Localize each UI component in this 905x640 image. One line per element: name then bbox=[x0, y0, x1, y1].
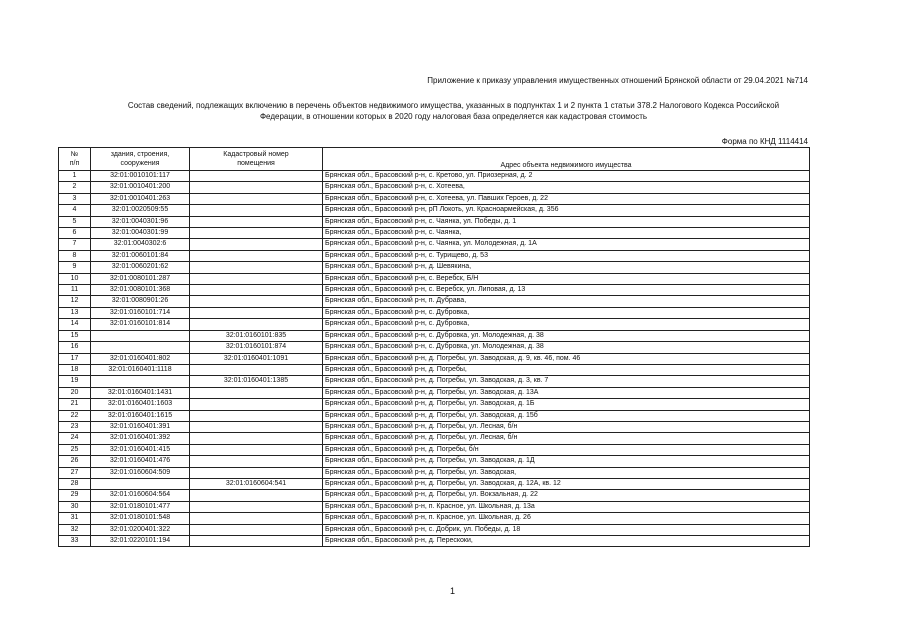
table-row bbox=[59, 410, 810, 421]
building-cadastral-number: 32:01:0080101:368 bbox=[91, 285, 190, 296]
object-address: Брянская обл., Брасовский р-н, д. Шевякина, bbox=[323, 262, 810, 273]
object-address: Брянская обл., Брасовский р-н, д. Погребы, ул. Заводская, д. 15б bbox=[323, 410, 810, 421]
row-number: 27 bbox=[59, 467, 91, 478]
building-cadastral-number: 32:01:0160401:802 bbox=[91, 353, 190, 364]
row-number: 20 bbox=[59, 387, 91, 398]
object-address: Брянская обл., Брасовский р-н, с. Веребск, Б/Н bbox=[323, 273, 810, 284]
table-row bbox=[59, 228, 810, 239]
table-row bbox=[59, 524, 810, 535]
object-address: Брянская обл., Брасовский р-н, п. Красное, ул. Школьная, д. 13а bbox=[323, 501, 810, 512]
building-cadastral-number: 32:01:0160604:564 bbox=[91, 490, 190, 501]
table-row bbox=[59, 171, 810, 182]
building-cadastral-number: 32:01:0060101:84 bbox=[91, 250, 190, 261]
room-cadastral-number: 32:01:0160101:835 bbox=[190, 330, 323, 341]
object-address: Брянская обл., Брасовский р-н, д. Погребы, ул. Заводская, д. 9, кв. 46, пом. 46 bbox=[323, 353, 810, 364]
object-address: Брянская обл., Брасовский р-н, д. Погребы, ул. Вокзальная, д. 22 bbox=[323, 490, 810, 501]
object-address: Брянская обл., Брасовский р-н, с. Чаянка, ул. Победы, д. 1 bbox=[323, 216, 810, 227]
property-table bbox=[58, 147, 810, 547]
table-row bbox=[59, 273, 810, 284]
table-row bbox=[59, 193, 810, 204]
header-address: Адрес объекта недвижимого имущества bbox=[323, 148, 810, 171]
row-number: 12 bbox=[59, 296, 91, 307]
object-address: Брянская обл., Брасовский р-н, д. Погребы, ул. Заводская, д. 13А bbox=[323, 387, 810, 398]
building-cadastral-number: 32:01:0180101:477 bbox=[91, 501, 190, 512]
object-address: Брянская обл., Брасовский р-н, д. Погребы, bbox=[323, 364, 810, 375]
table-row bbox=[59, 421, 810, 432]
table-row bbox=[59, 262, 810, 273]
object-address: Брянская обл., Брасовский р-н, д. Погребы, б/н bbox=[323, 444, 810, 455]
room-cadastral-number bbox=[190, 467, 323, 478]
object-address: Брянская обл., Брасовский р-н, с. Добрик, ул. Победы, д. 18 bbox=[323, 524, 810, 535]
row-number: 29 bbox=[59, 490, 91, 501]
table-row bbox=[59, 433, 810, 444]
object-address: Брянская обл., Брасовский р-н, п. Дубрава, bbox=[323, 296, 810, 307]
object-address: Брянская обл., Брасовский р-н, д. Погребы, ул. Заводская, д. 1Д bbox=[323, 456, 810, 467]
row-number: 31 bbox=[59, 513, 91, 524]
building-cadastral-number: 32:01:0160401:1118 bbox=[91, 364, 190, 375]
building-cadastral-number: 32:01:0160401:392 bbox=[91, 433, 190, 444]
table-row bbox=[59, 501, 810, 512]
object-address: Брянская обл., Брасовский р-н, п. Красное, ул. Школьная, д. 26 bbox=[323, 513, 810, 524]
table-row bbox=[59, 353, 810, 364]
table-row bbox=[59, 285, 810, 296]
row-number: 4 bbox=[59, 205, 91, 216]
row-number: 33 bbox=[59, 536, 91, 547]
object-address: Брянская обл., Брасовский р-н, с. Хотеева, ул. Павших Героев, д. 22 bbox=[323, 193, 810, 204]
building-cadastral-number bbox=[91, 478, 190, 489]
building-cadastral-number: 32:01:0160604:509 bbox=[91, 467, 190, 478]
building-cadastral-number bbox=[91, 342, 190, 353]
building-cadastral-number: 32:01:0160101:814 bbox=[91, 319, 190, 330]
object-address: Брянская обл., Брасовский р-н, д. Погребы, ул. Заводская, bbox=[323, 467, 810, 478]
table-row bbox=[59, 182, 810, 193]
room-cadastral-number: 32:01:0160401:1091 bbox=[190, 353, 323, 364]
document-title-line-2: Федерации, в отношении которых в 2020 году налоговая база определяется как кадастровая стоимость bbox=[259, 112, 648, 121]
room-cadastral-number bbox=[190, 387, 323, 398]
row-number: 5 bbox=[59, 216, 91, 227]
room-cadastral-number: 32:01:0160101:874 bbox=[190, 342, 323, 353]
room-cadastral-number bbox=[190, 536, 323, 547]
object-address: Брянская обл., Брасовский р-н, с. Дубровка, ул. Молодежная, д. 38 bbox=[323, 342, 810, 353]
room-cadastral-number bbox=[190, 182, 323, 193]
row-number: 25 bbox=[59, 444, 91, 455]
table-row bbox=[59, 387, 810, 398]
document-title-line-1: Состав сведений, подлежащих включению в перечень объектов недвижимого имущества, указанных в подпунктах 1 и 2 пункта 1 статьи 378.2 Налогового Кодекса Российской bbox=[127, 101, 780, 110]
table-row bbox=[59, 239, 810, 250]
row-number: 17 bbox=[59, 353, 91, 364]
building-cadastral-number: 32:01:0040301:99 bbox=[91, 228, 190, 239]
room-cadastral-number bbox=[190, 216, 323, 227]
table-row bbox=[59, 364, 810, 375]
object-address: Брянская обл., Брасовский р-н, д. Погребы, ул. Заводская, д. 12А, кв. 12 bbox=[323, 478, 810, 489]
row-number: 24 bbox=[59, 433, 91, 444]
building-cadastral-number: 32:01:0040301:96 bbox=[91, 216, 190, 227]
room-cadastral-number bbox=[190, 205, 323, 216]
row-number: 6 bbox=[59, 228, 91, 239]
building-cadastral-number bbox=[91, 376, 190, 387]
room-cadastral-number bbox=[190, 273, 323, 284]
room-cadastral-number bbox=[190, 433, 323, 444]
room-cadastral-number bbox=[190, 410, 323, 421]
room-cadastral-number bbox=[190, 228, 323, 239]
row-number: 8 bbox=[59, 250, 91, 261]
row-number: 30 bbox=[59, 501, 91, 512]
building-cadastral-number: 32:01:0040302:6 bbox=[91, 239, 190, 250]
room-cadastral-number bbox=[190, 364, 323, 375]
building-cadastral-number: 32:01:0020509:55 bbox=[91, 205, 190, 216]
room-cadastral-number bbox=[190, 524, 323, 535]
building-cadastral-number: 32:01:0010401:263 bbox=[91, 193, 190, 204]
row-number: 1 bbox=[59, 171, 91, 182]
row-number: 26 bbox=[59, 456, 91, 467]
header-building-cadastral: здания, строения, сооружения bbox=[91, 148, 190, 171]
row-number: 7 bbox=[59, 239, 91, 250]
object-address: Брянская обл., Брасовский р-н, с. Хотеева, bbox=[323, 182, 810, 193]
header-room-cadastral: Кадастровый номер помещения bbox=[190, 148, 323, 171]
object-address: Брянская обл., Брасовский р-н, с. Кретово, ул. Приозерная, д. 2 bbox=[323, 171, 810, 182]
table-row bbox=[59, 513, 810, 524]
table-row bbox=[59, 478, 810, 489]
row-number: 10 bbox=[59, 273, 91, 284]
room-cadastral-number bbox=[190, 421, 323, 432]
building-cadastral-number: 32:01:0220101:194 bbox=[91, 536, 190, 547]
table-row bbox=[59, 399, 810, 410]
row-number: 11 bbox=[59, 285, 91, 296]
table-header-row bbox=[59, 148, 810, 171]
room-cadastral-number bbox=[190, 285, 323, 296]
row-number: 14 bbox=[59, 319, 91, 330]
table-row bbox=[59, 296, 810, 307]
table-row bbox=[59, 250, 810, 261]
row-number: 28 bbox=[59, 478, 91, 489]
row-number: 2 bbox=[59, 182, 91, 193]
room-cadastral-number bbox=[190, 193, 323, 204]
building-cadastral-number bbox=[91, 330, 190, 341]
room-cadastral-number bbox=[190, 501, 323, 512]
room-cadastral-number bbox=[190, 171, 323, 182]
object-address: Брянская обл., Брасовский р-н, д. Погребы, ул. Лесная, б/н bbox=[323, 433, 810, 444]
room-cadastral-number bbox=[190, 319, 323, 330]
room-cadastral-number bbox=[190, 262, 323, 273]
object-address: Брянская обл., Брасовский р-н, рП Локоть, ул. Красноармейская, д. 356 bbox=[323, 205, 810, 216]
room-cadastral-number bbox=[190, 399, 323, 410]
row-number: 13 bbox=[59, 307, 91, 318]
building-cadastral-number: 32:01:0160401:1431 bbox=[91, 387, 190, 398]
table-body bbox=[59, 171, 810, 547]
object-address: Брянская обл., Брасовский р-н, д. Погребы, ул. Лесная, б/н bbox=[323, 421, 810, 432]
object-address: Брянская обл., Брасовский р-н, с. Дубровка, bbox=[323, 319, 810, 330]
room-cadastral-number bbox=[190, 490, 323, 501]
building-cadastral-number: 32:01:0160401:415 bbox=[91, 444, 190, 455]
building-cadastral-number: 32:01:0180101:548 bbox=[91, 513, 190, 524]
room-cadastral-number bbox=[190, 513, 323, 524]
document-title bbox=[66, 100, 841, 122]
table-row bbox=[59, 456, 810, 467]
building-cadastral-number: 32:01:0160401:1615 bbox=[91, 410, 190, 421]
building-cadastral-number: 32:01:0010101:117 bbox=[91, 171, 190, 182]
object-address: Брянская обл., Брасовский р-н, с. Чаянка, bbox=[323, 228, 810, 239]
room-cadastral-number bbox=[190, 456, 323, 467]
row-number: 32 bbox=[59, 524, 91, 535]
table-row bbox=[59, 307, 810, 318]
building-cadastral-number: 32:01:0080901:26 bbox=[91, 296, 190, 307]
room-cadastral-number bbox=[190, 250, 323, 261]
object-address: Брянская обл., Брасовский р-н, д. Перескоки, bbox=[323, 536, 810, 547]
row-number: 21 bbox=[59, 399, 91, 410]
room-cadastral-number bbox=[190, 296, 323, 307]
page-number: 1 bbox=[449, 586, 455, 596]
building-cadastral-number: 32:01:0010401:200 bbox=[91, 182, 190, 193]
form-code: Форма по КНД 1114414 bbox=[721, 137, 808, 146]
table-row bbox=[59, 205, 810, 216]
row-number: 22 bbox=[59, 410, 91, 421]
table-row bbox=[59, 330, 810, 341]
row-number: 19 bbox=[59, 376, 91, 387]
row-number: 3 bbox=[59, 193, 91, 204]
room-cadastral-number bbox=[190, 239, 323, 250]
building-cadastral-number: 32:01:0160101:714 bbox=[91, 307, 190, 318]
room-cadastral-number bbox=[190, 444, 323, 455]
building-cadastral-number: 32:01:0060201:62 bbox=[91, 262, 190, 273]
object-address: Брянская обл., Брасовский р-н, с. Дубровка, ул. Молодежная, д. 38 bbox=[323, 330, 810, 341]
appendix-reference: Приложение к приказу управления имущественных отношений Брянской области от 29.04.2021 №714 bbox=[427, 76, 808, 85]
building-cadastral-number: 32:01:0160401:391 bbox=[91, 421, 190, 432]
object-address: Брянская обл., Брасовский р-н, д. Погребы, ул. Заводская, д. 3, кв. 7 bbox=[323, 376, 810, 387]
header-number: № п/п bbox=[59, 148, 91, 171]
table-row bbox=[59, 467, 810, 478]
table-row bbox=[59, 319, 810, 330]
building-cadastral-number: 32:01:0080101:287 bbox=[91, 273, 190, 284]
object-address: Брянская обл., Брасовский р-н, с. Турищево, д. 53 bbox=[323, 250, 810, 261]
table-row bbox=[59, 342, 810, 353]
row-number: 15 bbox=[59, 330, 91, 341]
row-number: 9 bbox=[59, 262, 91, 273]
table-row bbox=[59, 490, 810, 501]
object-address: Брянская обл., Брасовский р-н, с. Дубровка, bbox=[323, 307, 810, 318]
table-row bbox=[59, 444, 810, 455]
room-cadastral-number: 32:01:0160401:1385 bbox=[190, 376, 323, 387]
room-cadastral-number bbox=[190, 307, 323, 318]
object-address: Брянская обл., Брасовский р-н, д. Погребы, ул. Заводская, д. 1Б bbox=[323, 399, 810, 410]
object-address: Брянская обл., Брасовский р-н, с. Чаянка, ул. Молодежная, д. 1А bbox=[323, 239, 810, 250]
table-row bbox=[59, 536, 810, 547]
table-row bbox=[59, 376, 810, 387]
room-cadastral-number: 32:01:0160604:541 bbox=[190, 478, 323, 489]
row-number: 16 bbox=[59, 342, 91, 353]
table-row bbox=[59, 216, 810, 227]
building-cadastral-number: 32:01:0200401:322 bbox=[91, 524, 190, 535]
row-number: 18 bbox=[59, 364, 91, 375]
building-cadastral-number: 32:01:0160401:1603 bbox=[91, 399, 190, 410]
building-cadastral-number: 32:01:0160401:476 bbox=[91, 456, 190, 467]
object-address: Брянская обл., Брасовский р-н, с. Веребск, ул. Липовая, д. 13 bbox=[323, 285, 810, 296]
row-number: 23 bbox=[59, 421, 91, 432]
